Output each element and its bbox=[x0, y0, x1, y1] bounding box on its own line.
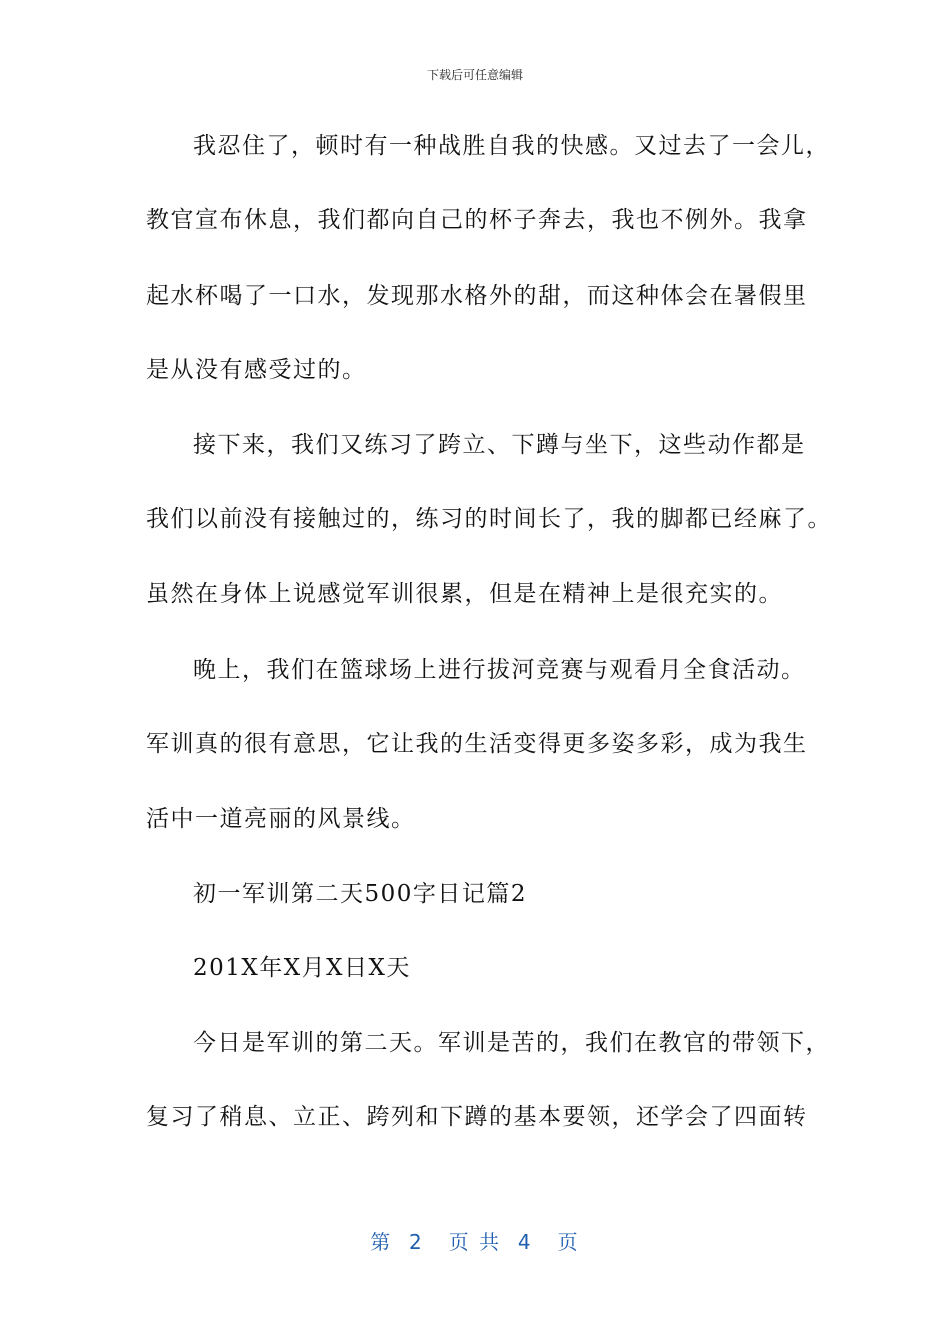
body-line: 是从没有感受过的。 bbox=[146, 357, 367, 383]
body-line: 我忍住了，顿时有一种战胜自我的快感。又过去了一会儿， bbox=[193, 133, 830, 159]
page-header: 下载后可任意编辑 bbox=[426, 68, 523, 82]
date-line: 201X年X月X日X天 bbox=[193, 955, 411, 981]
body-line: 今日是军训的第二天。军训是苦的，我们在教官的带领下， bbox=[193, 1030, 830, 1056]
body-line: 教官宣布休息，我们都向自己的杯子奔去，我也不例外。我拿 bbox=[146, 207, 808, 233]
body-line: 接下来，我们又练习了跨立、下蹲与坐下，这些动作都是 bbox=[193, 432, 806, 458]
page-footer bbox=[0, 1226, 950, 1255]
body-line: 我们以前没有接触过的，练习的时间长了，我的脚都已经麻了。 bbox=[146, 506, 832, 532]
body-line: 虽然在身体上说感觉军训很累，但是在精神上是很充实的。 bbox=[146, 581, 783, 607]
body-line: 军训真的很有意思，它让我的生活变得更多姿多彩，成为我生 bbox=[146, 731, 808, 757]
section-title: 初一军训第二天500字日记篇2 bbox=[193, 881, 528, 907]
body-line: 活中一道亮丽的风景线。 bbox=[146, 806, 416, 832]
body-line: 复习了稍息、立正、跨列和下蹲的基本要领，还学会了四面转 bbox=[146, 1104, 808, 1130]
body-line: 起水杯喝了一口水，发现那水格外的甜，而这种体会在暑假里 bbox=[146, 283, 808, 309]
page-number: 第 2 页 共 4 页 bbox=[370, 1230, 580, 1254]
body-line: 晚上，我们在篮球场上进行拔河竞赛与观看月全食活动。 bbox=[193, 657, 806, 683]
